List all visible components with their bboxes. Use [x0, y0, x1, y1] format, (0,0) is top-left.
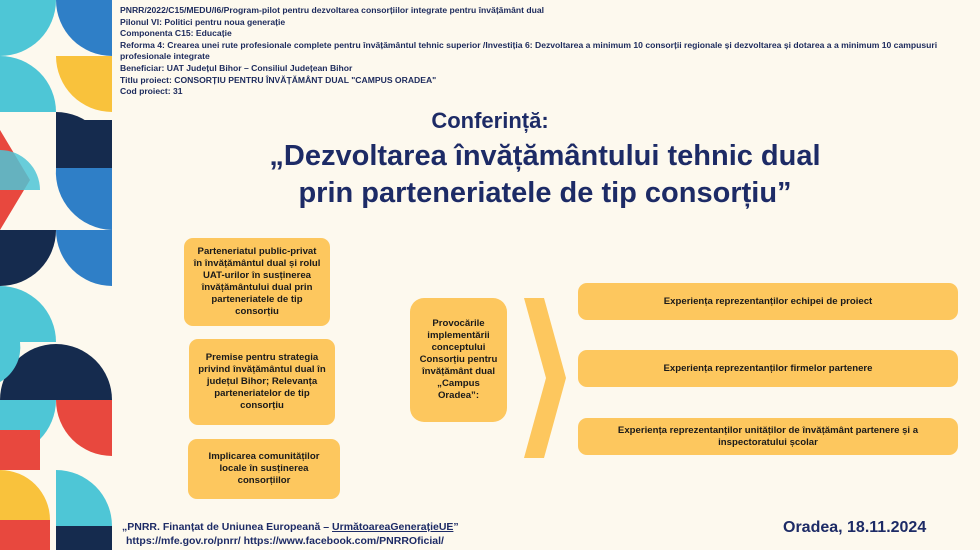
experience-box-partner-firms: Experiența reprezentanților firmelor partenere — [578, 350, 958, 387]
header-pillar-line: Pilonul VI: Politici pentru noua generație — [120, 16, 286, 27]
header-project-code-line: Cod proiect: 31 — [120, 86, 183, 97]
funding-statement — [122, 520, 459, 534]
decorative-geometric-pattern — [0, 0, 112, 550]
header-component-line: Componenta C15: Educație — [120, 28, 232, 39]
topic-box-public-private: Parteneriatul public-privat în învățământul dual și rolul UAT-urilor în susținerea învățământului dual prin parteneriatele de tip consorțiu — [184, 238, 330, 326]
header-title-line: Titlu proiect: CONSORȚIU PENTRU ÎNVĂȚĂMÂNT DUAL "CAMPUS ORADEA" — [120, 74, 437, 85]
funding-suffix: ” — [453, 521, 459, 533]
topic-box-community: Implicarea comunităților locale în susținerea consorțiilor — [188, 439, 340, 499]
funding-hashtag-link[interactable]: UrmătoareaGenerațieUE — [332, 521, 454, 533]
project-header — [120, 5, 960, 98]
footer-links[interactable]: https://mfe.gov.ro/pnrr/ https://www.facebook.com/PNRROficial/ — [126, 535, 444, 547]
event-date: Oradea, 18.11.2024 — [783, 519, 927, 536]
conference-title-line2: prin parteneriatele de tip consorțiu” — [298, 177, 792, 209]
conference-label: Conferință: — [431, 108, 549, 133]
experience-box-project-team: Experiența reprezentanților echipei de proiect — [578, 283, 958, 320]
funding-prefix: „PNRR. Finanțat de Uniunea Europeană – — [122, 521, 333, 533]
topic-box-strategy: Premise pentru strategia privind învățământul dual în județul Bihor; Relevanța parteneriatelor de tip consorțiu — [189, 339, 335, 425]
experience-box-schools: Experiența reprezentanților unităților de învățământ partenere și a inspectoratului școlar — [578, 418, 958, 455]
header-beneficiary-line: Beneficiar: UAT Județul Bihor – Consiliul Județean Bihor — [120, 62, 353, 73]
header-reform-line: Reforma 4: Crearea unei rute profesionale complete pentru învățământul tehnic superior /Investiția 6: Dezvoltarea a minimum 10 consorții regionale și dezvoltarea și dotarea a a minimum 10 campusuri profesionale integrate — [120, 39, 938, 62]
footer-funding — [122, 520, 459, 548]
chevron-arrow-icon — [518, 298, 568, 458]
conference-title — [0, 138, 980, 212]
header-code-line: PNRR/2022/C15/MEDU/I6/Program-pilot pentru dezvoltarea consorțiilor integrate pentru învățământ dual — [120, 5, 545, 15]
challenges-box: Provocările implementării conceptului Consorțiu pentru învățământ dual „Campus Oradea”: — [410, 298, 507, 422]
conference-title-line1: „Dezvoltarea învățământului tehnic dual — [269, 140, 821, 172]
